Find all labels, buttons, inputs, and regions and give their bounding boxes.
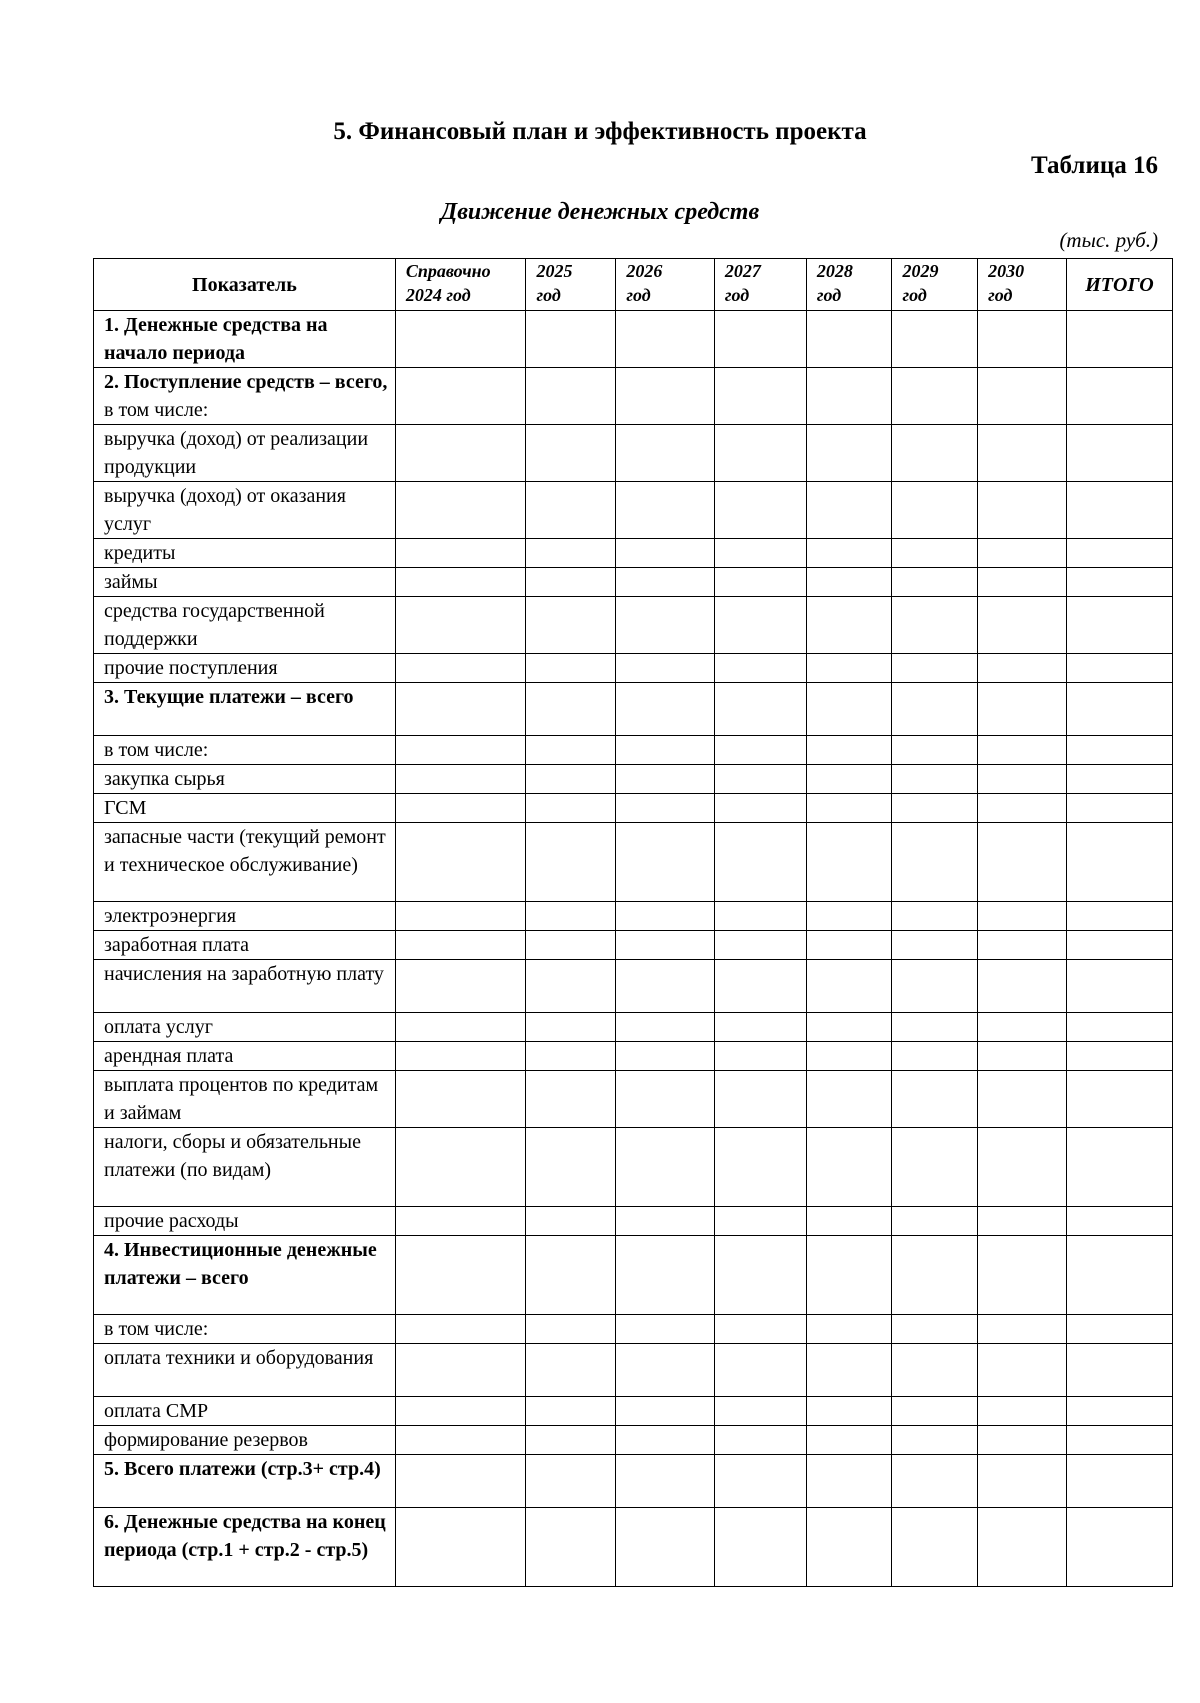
value-cell	[1066, 1042, 1172, 1071]
value-cell	[806, 654, 892, 683]
row-label: 6. Денежные средства на конец периода (стр.1 + стр.2 - стр.5)	[94, 1508, 396, 1587]
value-cell	[1066, 482, 1172, 539]
header-year-ref: Справочно 2024 год	[395, 259, 526, 311]
table-caption: Движение денежных средств	[440, 199, 760, 225]
value-cell	[616, 1508, 714, 1587]
header-year-2029: 2029 год	[892, 259, 978, 311]
value-cell	[616, 654, 714, 683]
value-cell	[714, 736, 806, 765]
value-cell	[395, 1128, 526, 1207]
value-cell	[526, 568, 616, 597]
value-cell	[395, 1207, 526, 1236]
table-row	[94, 1207, 1173, 1236]
value-cell	[714, 1207, 806, 1236]
value-cell	[806, 597, 892, 654]
value-cell	[1066, 539, 1172, 568]
value-cell	[714, 960, 806, 1013]
table-row	[94, 736, 1173, 765]
value-cell	[714, 823, 806, 902]
value-cell	[1066, 597, 1172, 654]
value-cell	[1066, 1207, 1172, 1236]
value-cell	[714, 368, 806, 425]
value-cell	[714, 1013, 806, 1042]
value-cell	[806, 425, 892, 482]
value-cell	[1066, 765, 1172, 794]
value-cell	[978, 931, 1067, 960]
value-cell	[395, 1397, 526, 1426]
value-cell	[526, 794, 616, 823]
value-cell	[526, 1426, 616, 1455]
value-cell	[1066, 736, 1172, 765]
value-cell	[806, 482, 892, 539]
value-cell	[978, 1128, 1067, 1207]
header-indicator: Показатель	[94, 259, 396, 311]
value-cell	[892, 1397, 978, 1426]
header-year-2026: 2026 год	[616, 259, 714, 311]
value-cell	[616, 1128, 714, 1207]
value-cell	[526, 368, 616, 425]
value-cell	[1066, 931, 1172, 960]
value-cell	[714, 654, 806, 683]
value-cell	[892, 1071, 978, 1128]
table-row	[94, 1508, 1173, 1587]
value-cell	[978, 597, 1067, 654]
value-cell	[892, 765, 978, 794]
value-cell	[806, 1397, 892, 1426]
table-row	[94, 654, 1173, 683]
value-cell	[978, 1013, 1067, 1042]
table-header-row	[94, 259, 1173, 311]
value-cell	[526, 539, 616, 568]
table-row	[94, 1315, 1173, 1344]
value-cell	[526, 597, 616, 654]
table-row	[94, 1344, 1173, 1397]
value-cell	[978, 765, 1067, 794]
value-cell	[395, 736, 526, 765]
value-cell	[616, 683, 714, 736]
value-cell	[892, 960, 978, 1013]
value-cell	[1066, 1397, 1172, 1426]
table-row	[94, 1071, 1173, 1128]
header-year-2027: 2027 год	[714, 259, 806, 311]
value-cell	[978, 1455, 1067, 1508]
value-cell	[806, 311, 892, 368]
value-cell	[978, 902, 1067, 931]
table-row	[94, 902, 1173, 931]
value-cell	[1066, 960, 1172, 1013]
value-cell	[616, 736, 714, 765]
value-cell	[395, 654, 526, 683]
value-cell	[1066, 1071, 1172, 1128]
value-cell	[616, 1236, 714, 1315]
value-cell	[892, 902, 978, 931]
value-cell	[892, 1508, 978, 1587]
value-cell	[526, 902, 616, 931]
header-year-2030: 2030 год	[978, 259, 1067, 311]
value-cell	[714, 568, 806, 597]
row-label: ГСМ	[94, 794, 396, 823]
value-cell	[892, 654, 978, 683]
table-body	[94, 311, 1173, 1587]
row-label: заработная плата	[94, 931, 396, 960]
value-cell	[1066, 683, 1172, 736]
row-label: выплата процентов по кредитам и займам	[94, 1071, 396, 1128]
value-cell	[892, 683, 978, 736]
value-cell	[395, 960, 526, 1013]
value-cell	[616, 1397, 714, 1426]
value-cell	[714, 1128, 806, 1207]
value-cell	[616, 568, 714, 597]
value-cell	[616, 1042, 714, 1071]
value-cell	[616, 425, 714, 482]
row-label: 3. Текущие платежи – всего	[94, 683, 396, 736]
value-cell	[616, 823, 714, 902]
row-label: налоги, сборы и обязательные платежи (по видам)	[94, 1128, 396, 1207]
table-row	[94, 1128, 1173, 1207]
value-cell	[806, 1236, 892, 1315]
value-cell	[616, 539, 714, 568]
value-cell	[616, 765, 714, 794]
value-cell	[395, 311, 526, 368]
value-cell	[978, 311, 1067, 368]
value-cell	[395, 1042, 526, 1071]
value-cell	[395, 1426, 526, 1455]
row-label: формирование резервов	[94, 1426, 396, 1455]
value-cell	[978, 1071, 1067, 1128]
value-cell	[1066, 568, 1172, 597]
value-cell	[616, 482, 714, 539]
value-cell	[1066, 425, 1172, 482]
value-cell	[892, 1128, 978, 1207]
table-row	[94, 1042, 1173, 1071]
value-cell	[395, 765, 526, 794]
value-cell	[395, 568, 526, 597]
row-label: электроэнергия	[94, 902, 396, 931]
value-cell	[806, 1455, 892, 1508]
value-cell	[526, 960, 616, 1013]
value-cell	[892, 539, 978, 568]
value-cell	[806, 1128, 892, 1207]
row-label: оплата услуг	[94, 1013, 396, 1042]
value-cell	[1066, 794, 1172, 823]
section-title: 5. Финансовый план и эффективность проекта	[333, 118, 867, 145]
value-cell	[978, 1315, 1067, 1344]
value-cell	[806, 1315, 892, 1344]
value-cell	[616, 1426, 714, 1455]
value-cell	[978, 482, 1067, 539]
value-cell	[395, 794, 526, 823]
value-cell	[978, 794, 1067, 823]
value-cell	[395, 1315, 526, 1344]
value-cell	[892, 568, 978, 597]
value-cell	[616, 311, 714, 368]
value-cell	[526, 1128, 616, 1207]
row-label: 5. Всего платежи (стр.3+ стр.4)	[94, 1455, 396, 1508]
value-cell	[978, 1426, 1067, 1455]
table-row	[94, 1426, 1173, 1455]
value-cell	[395, 931, 526, 960]
value-cell	[806, 568, 892, 597]
value-cell	[526, 1455, 616, 1508]
value-cell	[978, 568, 1067, 597]
value-cell	[714, 794, 806, 823]
value-cell	[806, 902, 892, 931]
row-label: займы	[94, 568, 396, 597]
value-cell	[806, 1426, 892, 1455]
value-cell	[806, 368, 892, 425]
value-cell	[806, 765, 892, 794]
value-cell	[714, 683, 806, 736]
row-label: оплата техники и оборудования	[94, 1344, 396, 1397]
value-cell	[395, 1508, 526, 1587]
value-cell	[892, 823, 978, 902]
value-cell	[395, 1455, 526, 1508]
value-cell	[526, 765, 616, 794]
value-cell	[1066, 1128, 1172, 1207]
value-cell	[395, 1013, 526, 1042]
value-cell	[616, 1315, 714, 1344]
value-cell	[978, 1397, 1067, 1426]
value-cell	[892, 1455, 978, 1508]
value-cell	[978, 1236, 1067, 1315]
value-cell	[806, 1042, 892, 1071]
table-row	[94, 597, 1173, 654]
value-cell	[806, 794, 892, 823]
value-cell	[978, 960, 1067, 1013]
value-cell	[806, 539, 892, 568]
value-cell	[978, 654, 1067, 683]
row-label: арендная плата	[94, 1042, 396, 1071]
table-row	[94, 794, 1173, 823]
value-cell	[1066, 1426, 1172, 1455]
value-cell	[892, 425, 978, 482]
value-cell	[714, 765, 806, 794]
value-cell	[395, 425, 526, 482]
value-cell	[714, 425, 806, 482]
value-cell	[526, 1207, 616, 1236]
value-cell	[616, 1013, 714, 1042]
value-cell	[892, 597, 978, 654]
value-cell	[526, 1508, 616, 1587]
value-cell	[806, 1344, 892, 1397]
row-label: выручка (доход) от реализации продукции	[94, 425, 396, 482]
value-cell	[1066, 1344, 1172, 1397]
row-label: закупка сырья	[94, 765, 396, 794]
table-row	[94, 311, 1173, 368]
value-cell	[1066, 1508, 1172, 1587]
table-row	[94, 368, 1173, 425]
value-cell	[526, 683, 616, 736]
value-cell	[806, 960, 892, 1013]
value-cell	[892, 1042, 978, 1071]
value-cell	[526, 1344, 616, 1397]
value-cell	[806, 823, 892, 902]
value-cell	[395, 1071, 526, 1128]
value-cell	[526, 1042, 616, 1071]
value-cell	[395, 1344, 526, 1397]
value-cell	[714, 1236, 806, 1315]
table-row	[94, 960, 1173, 1013]
header-year-2028: 2028 год	[806, 259, 892, 311]
value-cell	[892, 1315, 978, 1344]
value-cell	[616, 1344, 714, 1397]
table-row	[94, 765, 1173, 794]
value-cell	[806, 1508, 892, 1587]
value-cell	[616, 1207, 714, 1236]
value-cell	[892, 1344, 978, 1397]
value-cell	[978, 1508, 1067, 1587]
value-cell	[714, 539, 806, 568]
value-cell	[714, 931, 806, 960]
value-cell	[714, 1315, 806, 1344]
row-label: кредиты	[94, 539, 396, 568]
value-cell	[616, 902, 714, 931]
value-cell	[395, 597, 526, 654]
header-year-2025: 2025 год	[526, 259, 616, 311]
row-label: прочие поступления	[94, 654, 396, 683]
table-row	[94, 823, 1173, 902]
value-cell	[714, 1397, 806, 1426]
value-cell	[395, 539, 526, 568]
value-cell	[978, 823, 1067, 902]
value-cell	[395, 368, 526, 425]
value-cell	[714, 482, 806, 539]
table-row	[94, 539, 1173, 568]
row-label: оплата СМР	[94, 1397, 396, 1426]
table-row	[94, 1455, 1173, 1508]
value-cell	[1066, 1315, 1172, 1344]
value-cell	[714, 1455, 806, 1508]
row-label: 1. Денежные средства на начало периода	[94, 311, 396, 368]
table-number: Таблица 16	[1030, 152, 1158, 179]
value-cell	[616, 960, 714, 1013]
value-cell	[616, 794, 714, 823]
table-row	[94, 482, 1173, 539]
value-cell	[1066, 1455, 1172, 1508]
row-label: начисления на заработную плату	[94, 960, 396, 1013]
value-cell	[526, 736, 616, 765]
value-cell	[616, 1455, 714, 1508]
value-cell	[714, 597, 806, 654]
value-cell	[395, 1236, 526, 1315]
value-cell	[892, 482, 978, 539]
value-cell	[1066, 823, 1172, 902]
value-cell	[892, 1207, 978, 1236]
value-cell	[714, 1042, 806, 1071]
table-row	[94, 683, 1173, 736]
value-cell	[526, 482, 616, 539]
row-label: выручка (доход) от оказания услуг	[94, 482, 396, 539]
table-row	[94, 425, 1173, 482]
value-cell	[892, 794, 978, 823]
value-cell	[526, 931, 616, 960]
value-cell	[1066, 1013, 1172, 1042]
value-cell	[526, 654, 616, 683]
value-cell	[714, 1071, 806, 1128]
value-cell	[395, 683, 526, 736]
value-cell	[526, 1071, 616, 1128]
value-cell	[1066, 1236, 1172, 1315]
value-cell	[1066, 368, 1172, 425]
value-cell	[526, 311, 616, 368]
value-cell	[714, 311, 806, 368]
value-cell	[806, 1071, 892, 1128]
table-row	[94, 1013, 1173, 1042]
value-cell	[616, 368, 714, 425]
value-cell	[526, 823, 616, 902]
value-cell	[892, 931, 978, 960]
value-cell	[395, 902, 526, 931]
table-row	[94, 1397, 1173, 1426]
value-cell	[714, 902, 806, 931]
cash-flow-table	[93, 258, 1173, 1587]
value-cell	[978, 1344, 1067, 1397]
value-cell	[978, 425, 1067, 482]
value-cell	[1066, 311, 1172, 368]
value-cell	[714, 1344, 806, 1397]
row-label: 4. Инвестиционные денежные платежи – всего	[94, 1236, 396, 1315]
value-cell	[526, 1315, 616, 1344]
value-cell	[978, 1207, 1067, 1236]
value-cell	[714, 1426, 806, 1455]
row-label: запасные части (текущий ремонт и техническое обслуживание)	[94, 823, 396, 902]
value-cell	[806, 1207, 892, 1236]
value-cell	[526, 425, 616, 482]
value-cell	[806, 736, 892, 765]
value-cell	[714, 1508, 806, 1587]
value-cell	[978, 368, 1067, 425]
value-cell	[978, 539, 1067, 568]
row-label: 2. Поступление средств – всего, в том числе:	[94, 368, 396, 425]
row-label: в том числе:	[94, 736, 396, 765]
value-cell	[892, 1426, 978, 1455]
value-cell	[892, 1236, 978, 1315]
value-cell	[1066, 654, 1172, 683]
value-cell	[616, 931, 714, 960]
row-label: средства государственной поддержки	[94, 597, 396, 654]
value-cell	[395, 823, 526, 902]
value-cell	[806, 683, 892, 736]
value-cell	[395, 482, 526, 539]
value-cell	[526, 1236, 616, 1315]
value-cell	[978, 683, 1067, 736]
table-row	[94, 568, 1173, 597]
value-cell	[978, 736, 1067, 765]
value-cell	[616, 597, 714, 654]
units-note: (тыс. руб.)	[1059, 228, 1158, 252]
table-row	[94, 931, 1173, 960]
row-label: прочие расходы	[94, 1207, 396, 1236]
value-cell	[806, 1013, 892, 1042]
value-cell	[1066, 902, 1172, 931]
value-cell	[892, 736, 978, 765]
value-cell	[892, 311, 978, 368]
row-label: в том числе:	[94, 1315, 396, 1344]
value-cell	[526, 1397, 616, 1426]
value-cell	[526, 1013, 616, 1042]
value-cell	[892, 368, 978, 425]
value-cell	[892, 1013, 978, 1042]
table-row	[94, 1236, 1173, 1315]
value-cell	[978, 1042, 1067, 1071]
value-cell	[616, 1071, 714, 1128]
header-total: ИТОГО	[1066, 259, 1172, 311]
value-cell	[806, 931, 892, 960]
